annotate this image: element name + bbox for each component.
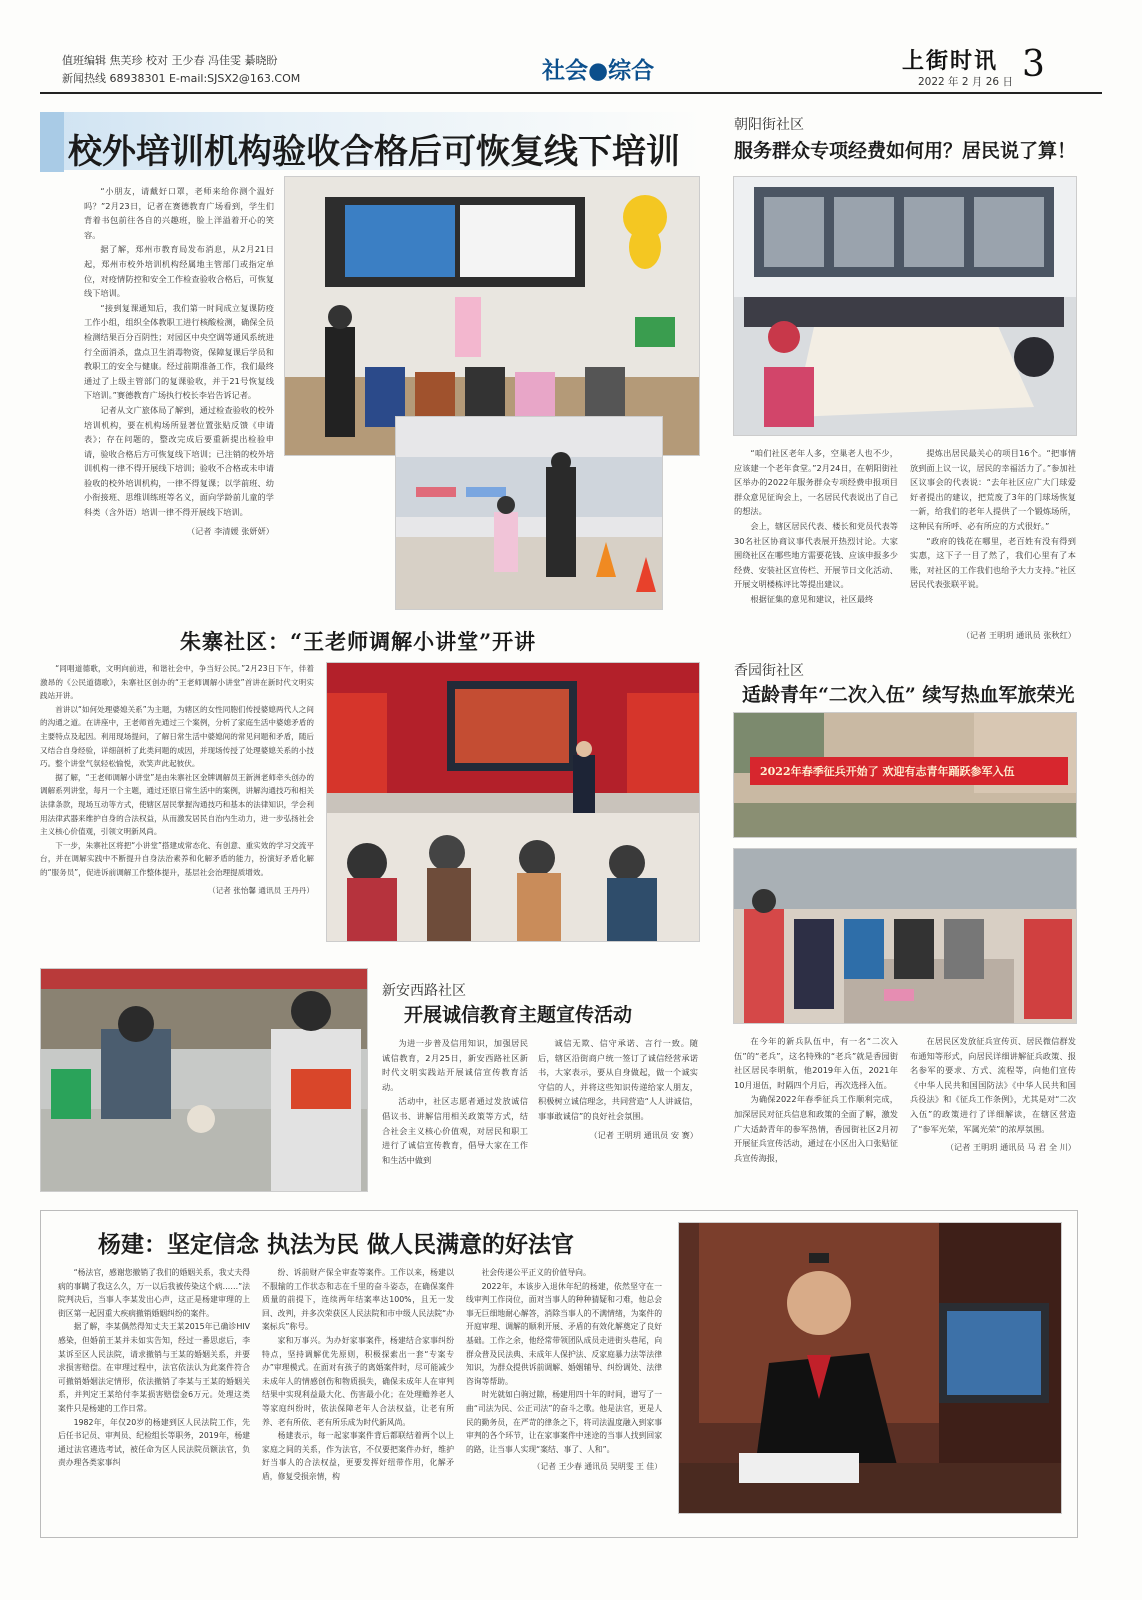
recruitment-banner-text: 2022年春季征兵开始了 欢迎有志青年踊跃参军入伍 <box>760 765 1015 778</box>
paragraph: “杨法官，感谢您撤销了我们的婚姻关系，我丈夫得病的事瞒了我这么久，万一以后我被传染这个病……”法院判决后，当事人李某发出心声，这正是杨建审理的上街区第一起因重大疾病撤销婚姻纠纷的案件。 <box>58 1268 250 1318</box>
article4-kicker: 香园街社区 <box>734 663 804 679</box>
article2-col2 <box>910 446 1076 626</box>
headline-accent <box>40 112 64 172</box>
paragraph: 记者从文广旅体局了解到，通过检查验收的校外培训机构，要在机构场所显著位置张贴反馈《申请表》；存在问题的，整改完成后要重新提出检验申请，验收合格后方可恢复线下培训；已注销的校外培训机构一律不得开展线下培训；验收不合格或未申请验收的校外培训机构，一律不得复课；以学前班、幼小衔接班、思维训练班等名义，面向学龄前儿童的学科类（含外语）培训一律不得开展线下培训。 <box>84 404 274 518</box>
dance-class-photo <box>395 416 663 610</box>
paragraph: 时光就如白驹过隙，杨建用四十年的时间，谱写了一曲“司法为民、公正司法”的奋斗之歌。他是法官，更是人民的勤务员，在严苛的律条之下，将司法温度融入到家事审判的各个环节，让在家事案件中迷途的当事人找到回家的路，让当事人实现“案结、事了、人和”。 <box>466 1390 662 1454</box>
article3-body <box>40 662 314 954</box>
paragraph: 据了解，李某偶然得知丈夫王某2015年已确诊HIV感染，但婚前王某并未如实告知，经过一番思虑后，李某诉至区人民法院，请求撤销与王某的婚姻关系，并要求损害赔偿。在审理过程中，法官依法认为此案件符合可撤销婚姻法定情形，依法撤销了李某与王某的婚姻关系，并判定王某给付李某损害赔偿金6万元。处理这类案件只是杨建的工作日常。 <box>58 1322 250 1413</box>
paragraph: 纷、诉前财产保全审查等案件。工作以来，杨建以不服输的工作状态和志在千里的奋斗姿态，在确保案件质量的前提下，连续两年结案率达100%，且无一发回、改判，并多次荣获区人民法院和市中级人民法院“办案标兵”称号。 <box>262 1268 454 1332</box>
article6-title: 杨建：坚定信念 执法为民 做人民满意的好法官 <box>98 1231 575 1258</box>
lecture-photo <box>326 662 700 942</box>
article6-col3 <box>466 1266 662 1524</box>
paragraph: 社会传递公平正义的价值导向。 <box>481 1268 591 1277</box>
paragraph: 提炼出居民最关心的项目16个。“把事情放到面上议一议，居民的幸福活力了。”参加社区议事会的代表说：“去年社区应广大门球爱好者提出的建议，把荒废了3年的门球场恢复一新，给我们的老年人提供了一个锻炼场所，这种民有所呼、必有所应的方式很好。” <box>910 448 1076 531</box>
paragraph: 根据征集的意见和建议，社区最终 <box>750 593 874 604</box>
paper-logo: 上街时讯 <box>902 48 999 74</box>
integrity-photo <box>40 968 368 1192</box>
issue-date: 2022 年 2 月 26 日 <box>918 76 1013 88</box>
classroom-photo <box>284 176 700 456</box>
article5-col2 <box>538 1036 698 1186</box>
article2-byline: （记者 王明玥 通讯员 张秋红） <box>961 630 1076 640</box>
paragraph: 家和万事兴。为办好家事案件，杨建结合家事纠纷特点，坚持调解优先原则，积极探索出一套“专案专办”审理模式。在面对有孩子的离婚案件时，尽可能减少未成年人的情感创伤和物质损失，确保未成年人在审判结果中实现利益最大化、伤害最小化；在处理赡养老人等家庭纠纷时，依法保障老年人合法权益，让老有所养、老有所依、老有所乐成为时代新风尚。 <box>262 1335 454 1427</box>
article2-kicker: 朝阳街社区 <box>734 117 804 133</box>
article5-title: 开展诚信教育主题宣传活动 <box>404 1004 633 1026</box>
article2-col1 <box>734 446 898 646</box>
paragraph: 据了解，“王老师调解小讲堂”是由朱寨社区金牌调解员王新洲老师牵头创办的调解系列讲堂，每月一个主题，通过还原日常生活中的案例，讲解沟通技巧和相关法律条款，现场互动等方式，使辖区居民掌握沟通技巧和基本的法律知识，学会利用法律武器来维护自身的合法权益，从而激发居民自治内生动力，进一步弘扬社会主义核心价值观，引领文明新风尚。 <box>40 772 314 837</box>
paragraph: 诚信无欺、信守承诺、言行一致。随后，辖区沿街商户统一签订了诚信经营承诺书，大家表示，要从自身做起，做一个诚实守信的人，并将这些知识传递给家人朋友，积极树立诚信理念，共同营造“人人讲诚信，事事敢诚信”的良好社会氛围。 <box>538 1038 698 1121</box>
paragraph: 据了解，郑州市教育局发布消息，从2月21日起，郑州市校外培训机构经属地主管部门或指定单位，对疫情防控和安全工作检查验收合格后，可恢复线下培训。 <box>84 244 274 299</box>
paragraph: 活动中，社区志愿者通过发放诚信倡议书、讲解信用相关政策等方式，结合社会主义核心价值观，对居民和职工进行了诚信宣传教育，倡导大家在工作和生活中做到 <box>382 1096 528 1165</box>
paragraph: “接到复课通知后，我们第一时间成立复课防疫工作小组，组织全体教职工进行核酸检测，确保全员检测结果百分百阴性；对园区中央空调等通风系统进行全面消杀，盘点卫生消毒物资，保障复课后学员和教职工的安全与健康。经过前期准备工作，我们最终通过了上级主管部门的复课验收，并于21号恢复线下培训。”赛德教育广场执行校长李岩告诉记者。 <box>84 302 274 401</box>
article1-title: 校外培训机构验收合格后可恢复线下培训 <box>68 132 680 172</box>
paragraph: 为进一步普及信用知识，加强居民诚信教育，2月25日，新安西路社区新时代文明实践站开展诚信宣传教育活动。 <box>382 1038 528 1092</box>
section-title: 社会●综合 <box>542 57 655 84</box>
byline: （记者 李清媛 张妍妍） <box>186 525 274 536</box>
paragraph: 为确保2022年春季征兵工作顺利完成，加深居民对征兵信息和政策的全面了解，激发广大适龄青年的参军热情，香园街社区2月初开展征兵宣传活动，通过在小区出入口张贴征兵宣传海报， <box>734 1094 898 1163</box>
paragraph: 杨建表示，每一起家事案件背后都联结着两个以上家庭之间的关系，作为法官，不仅要把案件办好，维护好当事人的合法权益，更要发挥好纽带作用，化解矛盾，修复受损亲情，构 <box>262 1431 454 1481</box>
news-hotline: 新闻热线 68938301 E-mail:SJSX2@163.COM <box>62 72 301 85</box>
byline: （记者 王明玥 通讯员 马 君 全 川） <box>945 1142 1076 1153</box>
masthead-rule <box>40 92 1102 94</box>
paragraph: “政府的钱花在哪里，老百姓有没有得到实惠，这下子一目了然了，我们心里有了本账，对社区的工作我们也给予大力支持。”社区居民代表张联平说。 <box>910 535 1076 590</box>
editors-line: 值班编辑 焦芙珍 校对 王少春 冯佳雯 綦晓盼 <box>62 54 278 67</box>
paragraph: 在今年的新兵队伍中，有一名“二次入伍”的“老兵”，这名特殊的“老兵”就是香园街社区居民李明航，他2019年入伍，2021年10月退伍，时隔四个月后，再次选择入伍。 <box>734 1036 898 1090</box>
paragraph: “同唱道德歌，文明向前进，和谐社会中，争当好公民。”2月23日下午，伴着激昂的《公民道德歌》，朱寨社区创办的“王老师调解小讲堂”首讲在新时代文明实践站开讲。 <box>40 664 314 701</box>
paragraph: 会上，辖区居民代表、楼长和党员代表等30名社区协商议事代表展开热烈讨论。大家围绕社区在哪些地方需要花钱、应该申报多少经费、安装社区宣传栏、开展节日文化活动、开展文明楼栋评比等提出建议。 <box>734 520 898 590</box>
page-number: 3 <box>1022 44 1045 85</box>
article3-title: 朱寨社区：“王老师调解小讲堂”开讲 <box>180 629 537 654</box>
article6-col2 <box>262 1266 454 1524</box>
paragraph: “小朋友，请戴好口罩，老师来给你测个温好吗？”2月23日，记者在赛德教育广场看到，学生们背着书包前往各自的兴趣班，脸上洋溢着开心的笑容。 <box>84 186 274 240</box>
paragraph: 首讲以“如何处理婆媳关系”为主题，为辖区的女性同胞们传授婆媳两代人之间的沟通之道。在讲座中，王老师首先通过三个案例，分析了家庭生活中婆媳矛盾的主要特点及起因。利用现场提问，了解日常生活中婆媳间的常见问题和矛盾，随后又结合自身经验，详细剖析了此类问题的成因，并现场传授了处理婆媳关系的小技巧。整个讲堂气氛轻松愉悦，欢笑声此起彼伏。 <box>40 704 314 769</box>
paragraph: 下一步，朱寨社区将把“小讲堂”搭建成常态化、有创意、重实效的学习交流平台，并在调解实践中不断提升自身法治素养和化解矛盾的能力，扮演好矛盾化解的“服务员”，促进诉前调解工作整体提升，基层社会治理提质增效。 <box>40 840 314 877</box>
byline: （记者 王少春 通讯员 吴明雯 王 佳） <box>532 1462 662 1472</box>
paragraph: 1982年，年仅20岁的杨建到区人民法院工作，先后任书记员、审判员、纪检组长等职务，2019年，杨建通过法官遴选考试，被任命为区人民法院员额法官，负责办理各类家事纠 <box>58 1417 250 1468</box>
volunteers-photo <box>733 848 1077 1024</box>
paragraph: 2022年，本该步入退休年纪的杨建，依然坚守在一线审判工作岗位，面对当事人的种种猜疑和刁难，他总会事无巨细地耐心解答，消除当事人的不满情绪，为案件的开庭审理、调解的顺利开展、矛盾的有效化解奠定了良好基础。工作之余，他经常带领团队成员走进街头巷尾，向群众普及民法典、未成年人保护法、反家庭暴力法等法律知识，为群众提供诉前调解、婚姻辅导、纠纷调处、法律咨询等帮助。 <box>466 1281 662 1386</box>
judge-photo <box>678 1222 1062 1514</box>
byline: （记者 王明玥 通讯员 安 赛） <box>589 1129 698 1140</box>
byline: （记者 张怡馨 通讯员 王丹丹） <box>208 885 314 895</box>
article5-col1 <box>382 1036 528 1186</box>
article4-col2 <box>910 1034 1076 1192</box>
article2-title: 服务群众专项经费如何用？居民说了算！ <box>734 140 1077 162</box>
meeting-photo <box>733 176 1077 436</box>
paragraph: 在居民区发放征兵宣传页、居民微信群发布通知等形式，向居民详细讲解征兵政策、报名参军的要求、方式、流程等，向他们宣传《中华人民共和国国防法》《中华人民共和国兵役法》和《征兵工作条例》，尤其是对“二次入伍”的政策进行了详细解读，在辖区营造了“参军光荣，军属光荣”的浓厚氛围。 <box>910 1036 1076 1134</box>
article1-body <box>84 184 274 588</box>
article5-kicker: 新安西路社区 <box>382 983 466 999</box>
article4-col1 <box>734 1034 898 1192</box>
article6-col1 <box>58 1266 250 1524</box>
paragraph: “咱们社区老年人多，空巢老人也不少，应该建一个老年食堂。”2月24日，在朝阳街社区举办的2022年服务群众专项经费申报项目群众意见征询会上，一名居民代表说出了自己的想法。 <box>734 448 898 517</box>
banner-photo <box>733 712 1077 838</box>
article4-title: 适龄青年“二次入伍” 续写热血军旅荣光 <box>742 684 1075 706</box>
